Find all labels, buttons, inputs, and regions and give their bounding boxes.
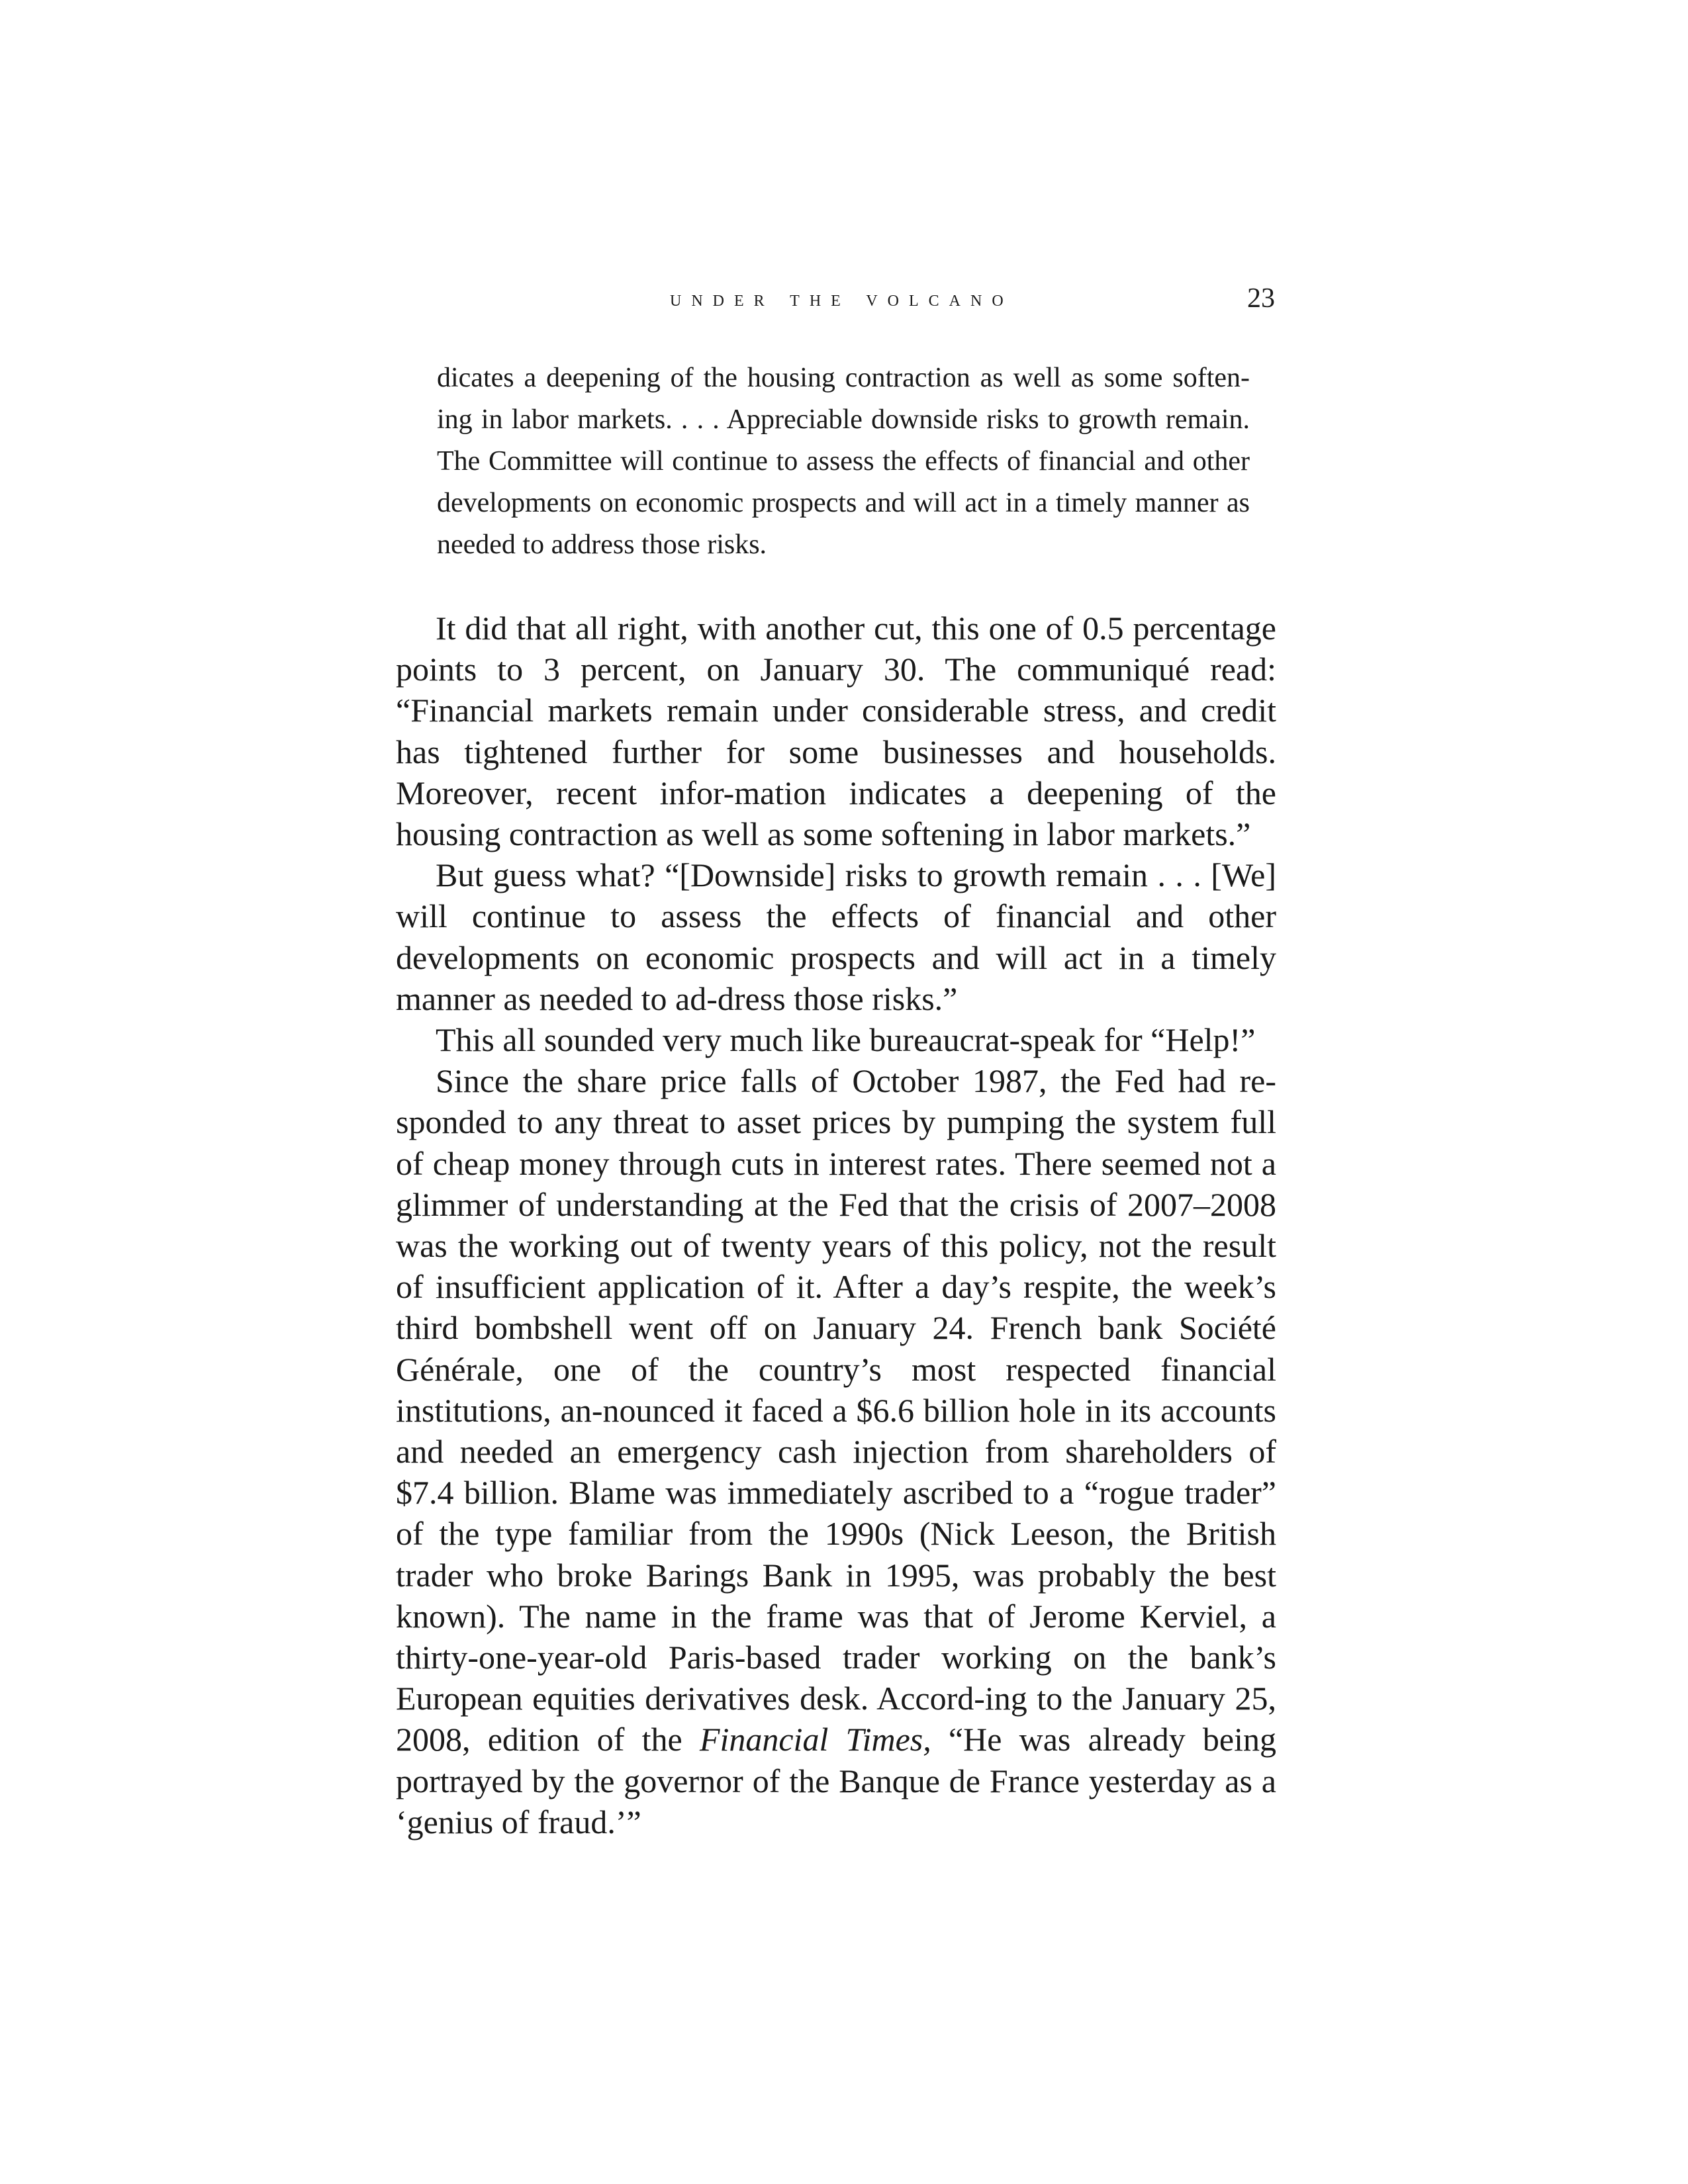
paragraph-4-text-a: Since the share price falls of October 1987, the Fed had re-sponded to any threat to asset prices by pumping the system full of cheap money through cuts in interest rates. There seemed not a glimmer of understanding at the Fed that the crisis of 2007–2008 was the working out of twenty years of this policy, not the result of insufficient application of it. After a day’s respite, the week’s third bombshell went off on January 24. French bank Société Générale, one of the country’s most respected financial institutions, an-nounced it faced a $6.6 billion hole in its accounts and needed an emergency cash injection from shareholders of $7.4 billion. Blame was immediately ascribed to a “rogue trader” of the type familiar from the 1990s (Nick Leeson, the British trader who broke Barings Bank in 1995, was probably the best known). The name in the frame was that of Jerome Kerviel, a thirty-one-year-old Paris-based trader working on the bank’s European equities derivatives desk. Accord-ing to the January 25, 2008, edition of the: [396, 1062, 1276, 1758]
paragraph-4: [396, 1060, 1276, 1843]
running-head: under the volcano: [670, 287, 1013, 311]
paragraph-4-text-b: “He was already being portrayed by the governor of the Banque de France yesterday as a ‘genius of fraud.’”: [396, 1721, 1276, 1841]
page-number: 23: [1247, 283, 1275, 314]
body-text: [396, 608, 1276, 1843]
block-quote: [437, 357, 1250, 566]
paragraph-1: It did that all right, with another cut, this one of 0.5 percentage points to 3 percent, on January 30. The communiqué read: “Financial markets remain under considerable stress, and credit has tightened further for some businesses and households. Moreover, recent infor-mation indicates a deepening of the housing contraction as well as some softening in labor markets.”: [396, 610, 1276, 853]
publication-title: Financial Times,: [699, 1721, 931, 1758]
block-quote-text: dicates a deepening of the housing contraction as well as some soften-ing in labor markets. . . . Appreciable downside risks to growth remain. The Committee will continue to assess the effects of financial and other developments on economic prospects and will act in a timely manner as needed to address those risks.: [437, 363, 1250, 560]
paragraph-2: But guess what? “[Downside] risks to growth remain . . . [We] will continue to assess the effects of financial and other developments on economic prospects and will act in a timely manner as needed to ad-dress those risks.”: [396, 856, 1276, 1017]
paragraph-3: This all sounded very much like bureaucrat-speak for “Help!”: [436, 1021, 1256, 1059]
